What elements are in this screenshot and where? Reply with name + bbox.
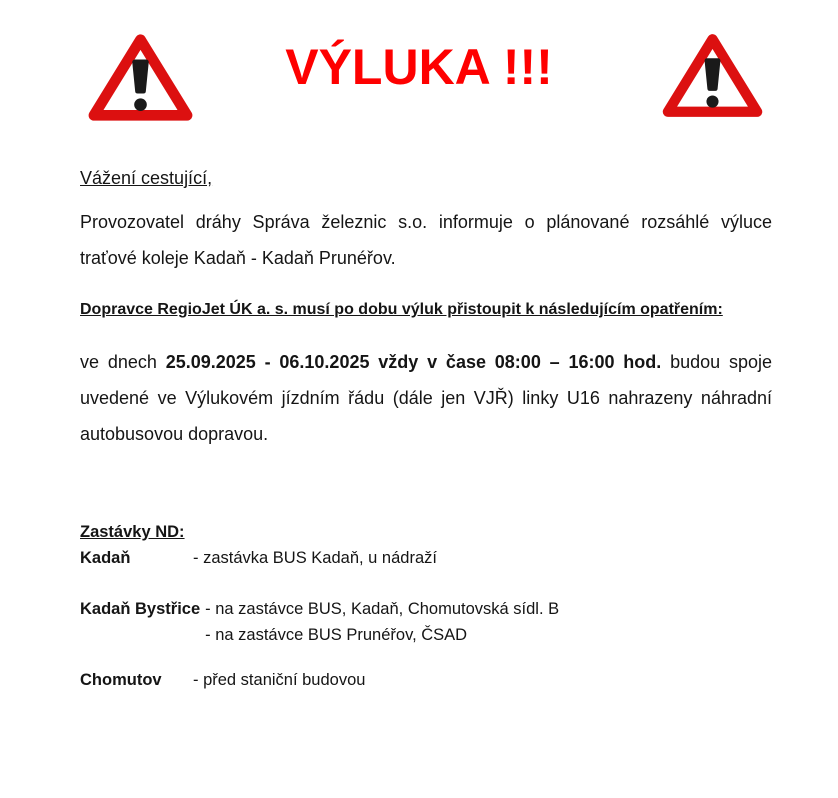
closure-date-time-range: 25.09.2025 - 06.10.2025 vždy v čase 08:00 – 16:00 hod. <box>165 352 662 372</box>
stop-name: Chomutov <box>80 671 162 689</box>
stop-description-list <box>205 596 780 648</box>
measures-heading: Dopravce RegioJet ÚK a. s. musí po dobu výluk přistoupit k následujícím opatřením: <box>80 301 723 318</box>
warning-triangle-icon <box>659 29 766 122</box>
stop-row-kadan-bystrice <box>80 596 780 648</box>
stop-name: Kadaň Bystřice <box>80 600 201 618</box>
stop-description: - na zastávce BUS, Kadaň, Chomutovská sídl. B <box>205 600 560 618</box>
stop-description: - před staniční budovou <box>193 671 366 689</box>
measures-text-suffix: budou spoje uvedené ve Výlukovém jízdním řádu (dále jen VJŘ) linky U16 nahrazeny náhradní autobusovou dopravou. <box>80 352 773 444</box>
stop-name: Kadaň <box>80 549 131 567</box>
stop-row-kadan <box>80 545 780 571</box>
page-title: VÝLUKA !!! <box>285 39 553 95</box>
stops-heading: Zastávky ND: <box>80 523 185 541</box>
greeting-line: Vážení cestující, <box>80 168 213 188</box>
replacement-stops-section <box>80 519 780 693</box>
stop-row-chomutov <box>80 667 780 693</box>
stop-description: - na zastávce BUS Prunéřov, ČSAD <box>205 626 468 644</box>
measures-text-prefix: ve dnech <box>80 352 166 372</box>
stop-description: - zastávka BUS Kadaň, u nádraží <box>193 549 437 567</box>
measures-paragraph <box>80 344 772 452</box>
intro-paragraph: Provozovatel dráhy Správa železnic s.o. informuje o plánované rozsáhlé výluce traťové koleje Kadaň - Kadaň Prunéřov. <box>80 212 772 268</box>
